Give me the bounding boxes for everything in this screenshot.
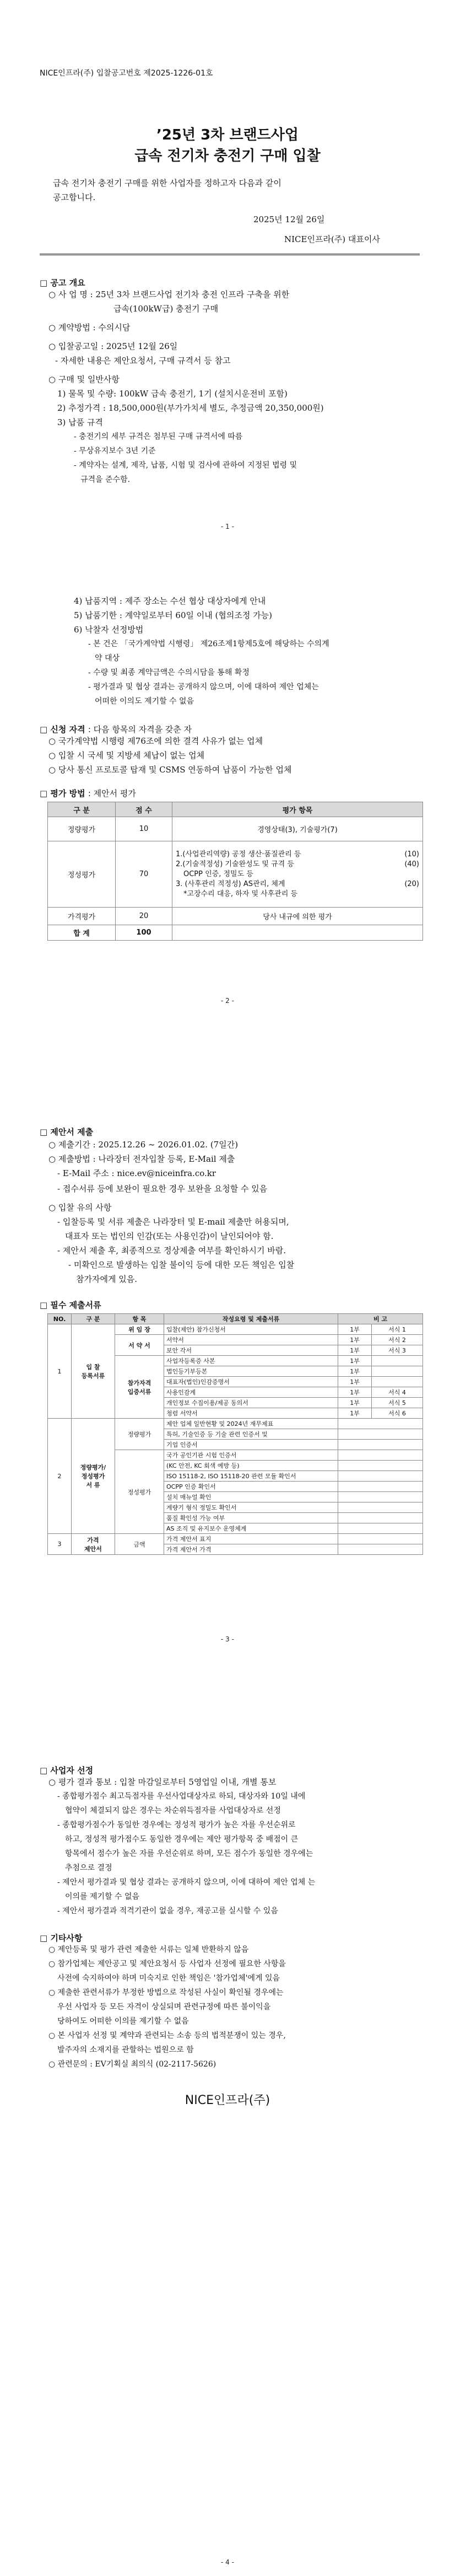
selection-item: ○ 평가 결과 통보 : 입찰 마감일로부터 5영업일 이내, 개별 통보 <box>48 1777 277 1787</box>
submission-item: - E-Mail 주소 : nice.ev@niceinfra.co.kr <box>57 1168 216 1178</box>
table-cell: 가격평가 <box>48 908 116 925</box>
page-number: - 3 - <box>221 1635 234 1643</box>
divider <box>40 254 420 255</box>
misc-item: 사전에 숙지하여야 하며 미숙지로 인한 책임은 '참가업체'에게 있음 <box>57 1974 280 1983</box>
table-row: 3 가격 제안서 금액 가격 제안서 표지 <box>48 1534 423 1544</box>
overview-item: ○ 계약방법 : 수의시담 <box>48 323 131 332</box>
submission-item: - 미확인으로 발생하는 입찰 불이익 등에 대한 모든 책임은 입찰 <box>68 1260 295 1270</box>
submission-item: 참가자에게 있음. <box>76 1274 137 1284</box>
table-header: 구 분 <box>72 1314 115 1324</box>
submission-item: - 접수서류 등에 보완이 필요한 경우 보완을 요청할 수 있음 <box>57 1184 268 1194</box>
overview-cont-item: 어떠한 이의도 제기할 수 없음 <box>95 697 194 706</box>
table-row <box>48 817 423 841</box>
submission-item: - 제안서 제출 후, 최종적으로 정상제출 여부를 확인하시기 바람. <box>57 1246 286 1255</box>
table-row: 2 정량평가/ 정성평가 서 류 정량평가 제안 업체 일반현황 및 2024년 재무제표 <box>48 1419 423 1429</box>
intro-line-1: 급속 전기차 충전기 구매를 위한 사업자를 정하고자 다음과 같이 <box>53 178 281 188</box>
misc-item: 당하여도 어떠한 이의를 제기할 수 없음 <box>57 2017 189 2026</box>
overview-cont-item: - 평가결과 및 협상 결과는 공개하지 않으며, 이에 대하여 제안 업체는 <box>88 683 319 691</box>
table-row <box>48 925 423 941</box>
page-1 <box>0 0 455 644</box>
notice-number: NICE인프라(주) 입찰공고번호 제2025-1226-01호 <box>40 69 213 78</box>
overview-cont-item: 4) 납품지역 : 제주 장소는 수선 협상 대상자에게 안내 <box>74 596 266 606</box>
overview-cont-item: 6) 낙찰자 선정방법 <box>74 625 144 635</box>
table-row: 보안 각서 1부 서식 3 <box>48 1345 423 1356</box>
overview-item: ○ 사 업 명 : 25년 3차 브랜드사업 전기차 충전 인프라 구축을 위한 <box>48 289 290 299</box>
overview-item: - 충전기의 세부 규격은 첨부된 구매 규격서에 따름 <box>74 432 243 441</box>
selection-item: 추첨으로 결정 <box>65 1864 112 1872</box>
title-line-2: 급속 전기차 충전기 구매 입찰 <box>134 148 321 164</box>
selection-item: 이의를 제기할 수 없음 <box>65 1892 140 1901</box>
table-row: 개인정보 수집이용/제공 동의서 1부 서식 5 <box>48 1398 423 1408</box>
submission-item: ○ 입찰 유의 사항 <box>48 1203 112 1212</box>
table-row: 특허, 기술인증 등 기술 관련 인증서 및 <box>48 1429 423 1440</box>
selection-item: 하고, 정성적 평가점수도 동일한 경우에는 제안 평가항목 중 배점이 큰 <box>65 1835 299 1844</box>
selection-item: - 종합평가점수가 동일한 경우에는 정성적 평가가 높은 자를 우선순위로 <box>57 1821 296 1829</box>
overview-item: ○ 입찰공고일 : 2025년 12월 26일 <box>48 341 178 351</box>
table-header: 항 목 <box>115 1314 164 1324</box>
table-row: 참가자격 입증서류 사업자등록증 사본 1부 <box>48 1356 423 1366</box>
selection-item: - 종합평가점수 최고득점자를 우선사업대상자로 하되, 대상자와 10일 내에 <box>57 1792 306 1801</box>
table-cell <box>172 925 423 941</box>
intro-line-2: 공고합니다. <box>53 192 96 202</box>
table-header: 평가 항목 <box>172 802 423 817</box>
misc-item: ○ 본 사업자 선정 및 계약과 관련되는 소송 등의 법적분쟁이 있는 경우, <box>48 2031 286 2040</box>
section-required-docs-heading: □ 필수 제출서류 <box>40 1300 101 1310</box>
misc-item: ○ 제안등록 및 평가 관련 제출한 서류는 일체 반환하지 않음 <box>48 1945 249 1954</box>
table-header: 작성요령 및 제출서류 <box>164 1314 338 1324</box>
table-row: (KC 안전, KC 회색 예방 등) <box>48 1461 423 1471</box>
overview-item: 1) 물목 및 수량: 100kW 급속 충전기, 1기 (설치시운전비 포함) <box>57 389 288 399</box>
table-row: 법인등기부등본 1부 <box>48 1366 423 1377</box>
issuer: NICE인프라(주) 대표이사 <box>284 234 380 244</box>
misc-item: ○ 제출한 관련서류가 부정한 방법으로 작성된 사실이 확인될 경우에는 <box>48 1988 284 1997</box>
overview-cont-item: - 본 건은 「국가계약법 시행령」 제26조제1항제5호에 해당하는 수의계 <box>88 640 329 648</box>
overview-item: - 무상유지보수 3년 기준 <box>74 447 156 455</box>
overview-item: 3) 납품 규격 <box>57 417 103 427</box>
overview-item: - 자세한 내용은 제안요청서, 구매 규격서 등 참고 <box>55 356 231 366</box>
eligibility-item: ○ 국가계약법 시행령 제76조에 의한 결격 사유가 없는 업체 <box>48 736 263 746</box>
page-number: - 2 - <box>221 997 234 1005</box>
submission-item: ○ 제출방법 : 나라장터 전자입찰 등록, E-Mail 제출 <box>48 1154 235 1164</box>
misc-item: ○ 참가업체는 제안공고 및 제안요청서 등 사업자 선정에 필요한 사항을 <box>48 1960 286 1968</box>
section-evaluation-heading: □ 평가 방법 : 제안서 평가 <box>40 788 136 798</box>
title-line-1: ʼ25년 3차 브랜드사업 <box>156 127 299 143</box>
overview-item: ○ 구매 및 일반사항 <box>48 374 120 384</box>
table-row: OCPP 인증 확인서 <box>48 1482 423 1492</box>
overview-cont-item: - 수량 및 최종 계약금액은 수의시담을 통해 확정 <box>88 668 250 677</box>
table-header: 점 수 <box>116 802 172 817</box>
table-row: AS 조직 및 유지보수 운영체계 <box>48 1523 423 1534</box>
notice-date: 2025년 12월 26일 <box>253 214 325 224</box>
evaluation-table <box>47 802 423 941</box>
signature: NICE인프라(주) <box>185 2094 270 2107</box>
section-eligibility-heading: □ 신청 자격 : 다음 항목의 자격을 갖춘 자 <box>40 724 192 734</box>
table-row: 대표자(법인)인감증명서 1부 <box>48 1377 423 1387</box>
section-selection-heading: □ 사업자 선정 <box>40 1765 94 1775</box>
selection-item: 항목에서 점수가 높은 자를 우선순위로 하며, 모든 점수가 동일한 경우에는 <box>65 1849 313 1858</box>
page-number: - 1 - <box>221 523 234 530</box>
table-cell: 1.(사업관리역량) 공정 생산·품질관리 등 (10) 2.(기술적정성) 기술완성도 및 규격 등 (40) OCPP 인증, 정밀도 등 3. (사후관리 적정성) AS관리, 체계 (20) *고장수리 대응, 하자 및 사후관리 등 <box>172 841 423 908</box>
table-cell: 70 <box>116 841 172 908</box>
table-row: 설치 매뉴얼 확인 <box>48 1492 423 1502</box>
eligibility-item: ○ 당사 통신 프로토콜 탑재 및 CSMS 연동하여 납품이 가능한 업체 <box>48 765 292 775</box>
table-cell: 경영상태(3), 기술평가(7) <box>172 817 423 841</box>
table-row: 청렴 서약서 1부 서식 6 <box>48 1408 423 1419</box>
misc-item: ○ 관련문의 : EV기획실 최의식 (02-2117-5626) <box>48 2060 216 2069</box>
table-row: 서 약 서 서약서 1부 서식 2 <box>48 1335 423 1345</box>
table-cell: 합 계 <box>48 925 116 941</box>
table-row: 품질 확인성 가능 여부 <box>48 1513 423 1523</box>
submission-item: ○ 제출기간 : 2025.12.26 ~ 2026.01.02. (7일간) <box>48 1140 239 1150</box>
table-cell: 정성평가 <box>48 841 116 908</box>
page-number: - 4 - <box>221 2558 234 2566</box>
table-row <box>48 908 423 925</box>
table-cell: 당사 내규에 의한 평가 <box>172 908 423 925</box>
eligibility-item: ○ 입찰 시 국세 및 지방세 체납이 없는 업체 <box>48 750 205 760</box>
overview-item: - 계약자는 설계, 제작, 납품, 시험 및 검사에 관하여 지정된 법령 및 <box>74 461 297 470</box>
table-row: 1 입 찰 등록서류 위 임 장 입찰(제안) 참가신청서 1부 서식 1 <box>48 1324 423 1335</box>
selection-item: - 제안서 평가결과 및 협상 결과는 공개하지 않으며, 이에 대하여 제안 업체 는 <box>57 1878 316 1887</box>
misc-item: 발주자의 소재지를 관할하는 법원으로 함 <box>57 2046 194 2054</box>
submission-item: - 입찰등록 및 서류 제출은 나라장터 및 E-mail 제출만 허용되며, <box>57 1217 289 1227</box>
table-row: 정성평가 국가 공인기관 시험 인증서 <box>48 1450 423 1461</box>
section-overview-heading: □ 공고 개요 <box>40 278 85 288</box>
table-cell: 20 <box>116 908 172 925</box>
overview-item: 2) 추정가격 : 18,500,000원(부가가치세 별도, 추정금액 20,350,000원) <box>57 403 324 413</box>
misc-item: 우선 사업자 등 모든 자격이 상실되며 관련규정에 따른 불이익을 <box>57 2003 271 2011</box>
table-row: 기업 인증서 <box>48 1440 423 1450</box>
table-cell: 100 <box>116 925 172 941</box>
section-submission-heading: □ 제안서 제출 <box>40 1127 94 1137</box>
submission-item: 대표자 또는 법인의 인감(또는 사용인감)이 날인되어야 함. <box>65 1231 274 1241</box>
section-misc-heading: □ 기타사항 <box>40 1933 83 1943</box>
overview-item: 급속(100kW급) 충전기 구매 <box>113 304 219 314</box>
overview-cont-item: 5) 납품기한 : 계약일로부터 60일 이내 (협의조정 가능) <box>74 610 272 620</box>
overview-item: 규격을 준수함. <box>80 475 131 484</box>
overview-cont-item: 약 대상 <box>95 654 120 663</box>
selection-item: - 제안서 평가결과 적격기관이 없을 경우, 재공고를 실시할 수 있음 <box>57 1907 278 1915</box>
table-row: 가격 제안서 가격 <box>48 1544 423 1555</box>
table-row: ISO 15118-2, ISO 15118-20 관련 모듈 확인서 <box>48 1471 423 1482</box>
table-header: 구 분 <box>48 802 116 817</box>
table-cell: 정량평가 <box>48 817 116 841</box>
table-row: 사용인감계 1부 서식 4 <box>48 1387 423 1398</box>
table-cell: 10 <box>116 817 172 841</box>
table-row: 계량기 형식 정밀도 확인서 <box>48 1502 423 1513</box>
table-row <box>48 841 423 908</box>
table-header: 비 고 <box>338 1314 423 1324</box>
table-header: NO. <box>48 1314 72 1324</box>
required-docs-table <box>47 1313 423 1555</box>
selection-item: 협약이 체결되지 않은 경우는 차순위득점자를 사업대상자로 선정 <box>65 1806 281 1815</box>
